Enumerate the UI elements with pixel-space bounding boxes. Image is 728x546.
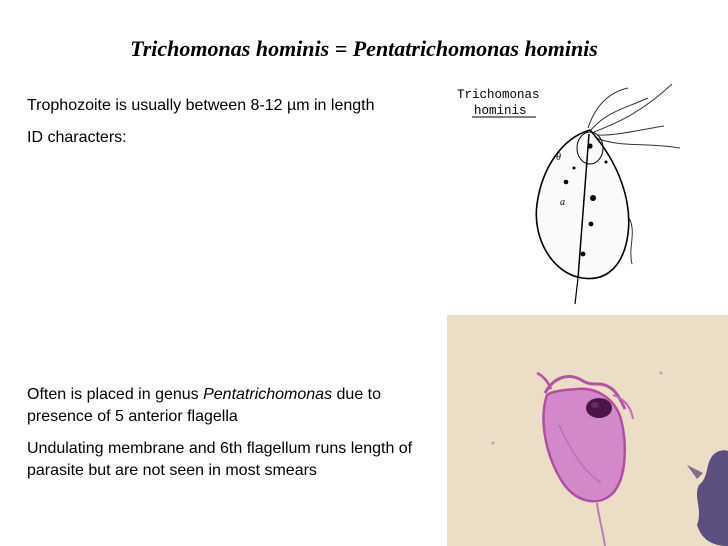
micrograph-svg bbox=[447, 315, 728, 546]
mark-a: a bbox=[560, 197, 565, 208]
drawing-svg bbox=[450, 78, 690, 314]
drawing-label-line-1: Trichomonas bbox=[457, 88, 540, 102]
description-bottom bbox=[27, 384, 417, 492]
description-top bbox=[27, 95, 417, 159]
stained-trophozoite-micrograph bbox=[447, 315, 728, 546]
membrane-paragraph: Undulating membrane and 6th flagellum runs length of parasite but are not seen in most smears bbox=[27, 440, 413, 479]
genus-text-after: due to presence of 5 anterior flagella bbox=[27, 386, 382, 425]
slide-title: Trichomonas hominis = Pentatrichomonas hominis bbox=[130, 36, 598, 61]
mark-theta: θ bbox=[556, 152, 561, 163]
inclusion-dot bbox=[590, 195, 596, 201]
genus-text-before: Often is placed in genus bbox=[27, 386, 204, 403]
speck bbox=[492, 442, 495, 445]
flagellum-5 bbox=[596, 138, 680, 148]
stained-nucleus-highlight bbox=[591, 402, 599, 408]
genus-paragraph bbox=[27, 384, 417, 428]
flagellum-1 bbox=[588, 88, 628, 128]
id-characters-heading: ID characters: bbox=[27, 129, 127, 146]
inclusion-dot bbox=[605, 161, 608, 164]
drawing-label-line-2: hominis bbox=[474, 104, 527, 118]
genus-name: Pentatrichomonas bbox=[203, 386, 333, 403]
inclusion-dot bbox=[564, 180, 569, 185]
stained-nucleus bbox=[586, 398, 612, 418]
inclusion-dot bbox=[581, 252, 586, 257]
trichomonas-line-drawing bbox=[450, 78, 690, 314]
speck bbox=[660, 372, 663, 375]
flagellum-2 bbox=[591, 98, 648, 130]
size-paragraph: Trophozoite is usually between 8-12 µm in length bbox=[27, 97, 375, 114]
axostyle-tip bbox=[575, 278, 578, 304]
inclusion-dot bbox=[589, 222, 594, 227]
flagellum-3 bbox=[594, 84, 672, 132]
flagellum-4 bbox=[597, 126, 664, 135]
inclusion-dot bbox=[573, 167, 576, 170]
